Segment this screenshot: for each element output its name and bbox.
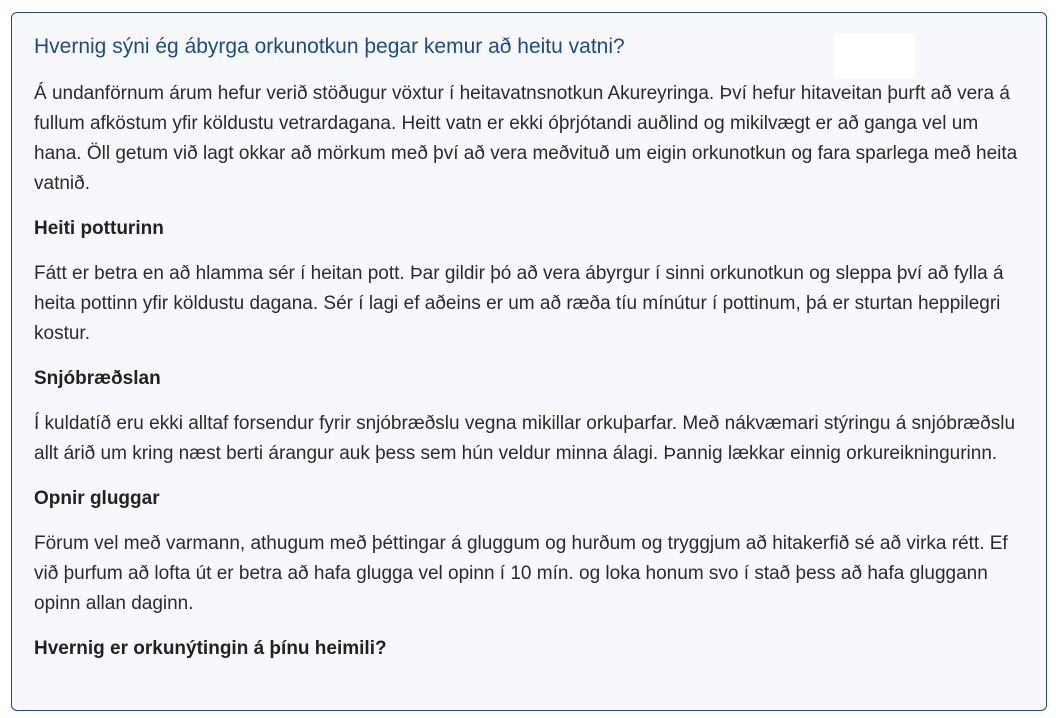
section-heading-hot-tub: Heiti potturinn xyxy=(34,218,164,239)
intro-paragraph: Á undanförnum árum hefur verið stöðugur vöxtur í heitavatnsnotkun Akureyringa. Því hefur hitaveitan þurft að vera á fullum afköstum yfir köldustu vetrardagana. Heitt vatn er ekki óþrjótandi auðlind og mikilvægt er að ganga vel um hana. Öll getum við lagt okkar að mörkum með því að vera meðvituð um eigin orkunotkun og fara sparlega með heita vatnið. xyxy=(34,83,1018,194)
title-side-placeholder xyxy=(834,33,915,79)
section-text-open-windows: Förum vel með varmann, athugum með þéttingar á gluggum og hurðum og tryggjum að hitakerfið sé að virka rétt. Ef við þurfum að lofta út er betra að hafa glugga vel opinn í 10 mín. og loka honum svo í stað þess að hafa gluggann opinn allan daginn. xyxy=(34,533,1008,614)
section-heading-snow-melt: Snjóbræðslan xyxy=(34,368,161,389)
faq-answer-panel xyxy=(11,12,1047,711)
faq-question-title: Hvernig sýni ég ábyrga orkunotkun þegar kemur að heitu vatni? xyxy=(34,35,625,58)
section-text-hot-tub: Fátt er betra en að hlamma sér í heitan pott. Þar gildir þó að vera ábyrgur í sinni orkunotkun og sleppa því að fylla á heita pottinn yfir köldustu dagana. Sér í lagi ef aðeins er um að ræða tíu mínútur í pottinum, þá er sturtan heppilegri kostur. xyxy=(34,263,1004,344)
section-heading-open-windows: Opnir gluggar xyxy=(34,488,160,509)
section-text-snow-melt: Í kuldatíð eru ekki alltaf forsendur fyrir snjóbræðslu vegna mikillar orkuþarfar. Með nákvæmari stýringu á snjóbræðslu allt árið um kring næst berti árangur auk þess sem hún veldur minna álagi. Þannig lækkar einnig orkureikningurinn. xyxy=(34,413,1016,464)
closing-heading: Hvernig er orkunýtingin á þínu heimili? xyxy=(34,638,387,659)
